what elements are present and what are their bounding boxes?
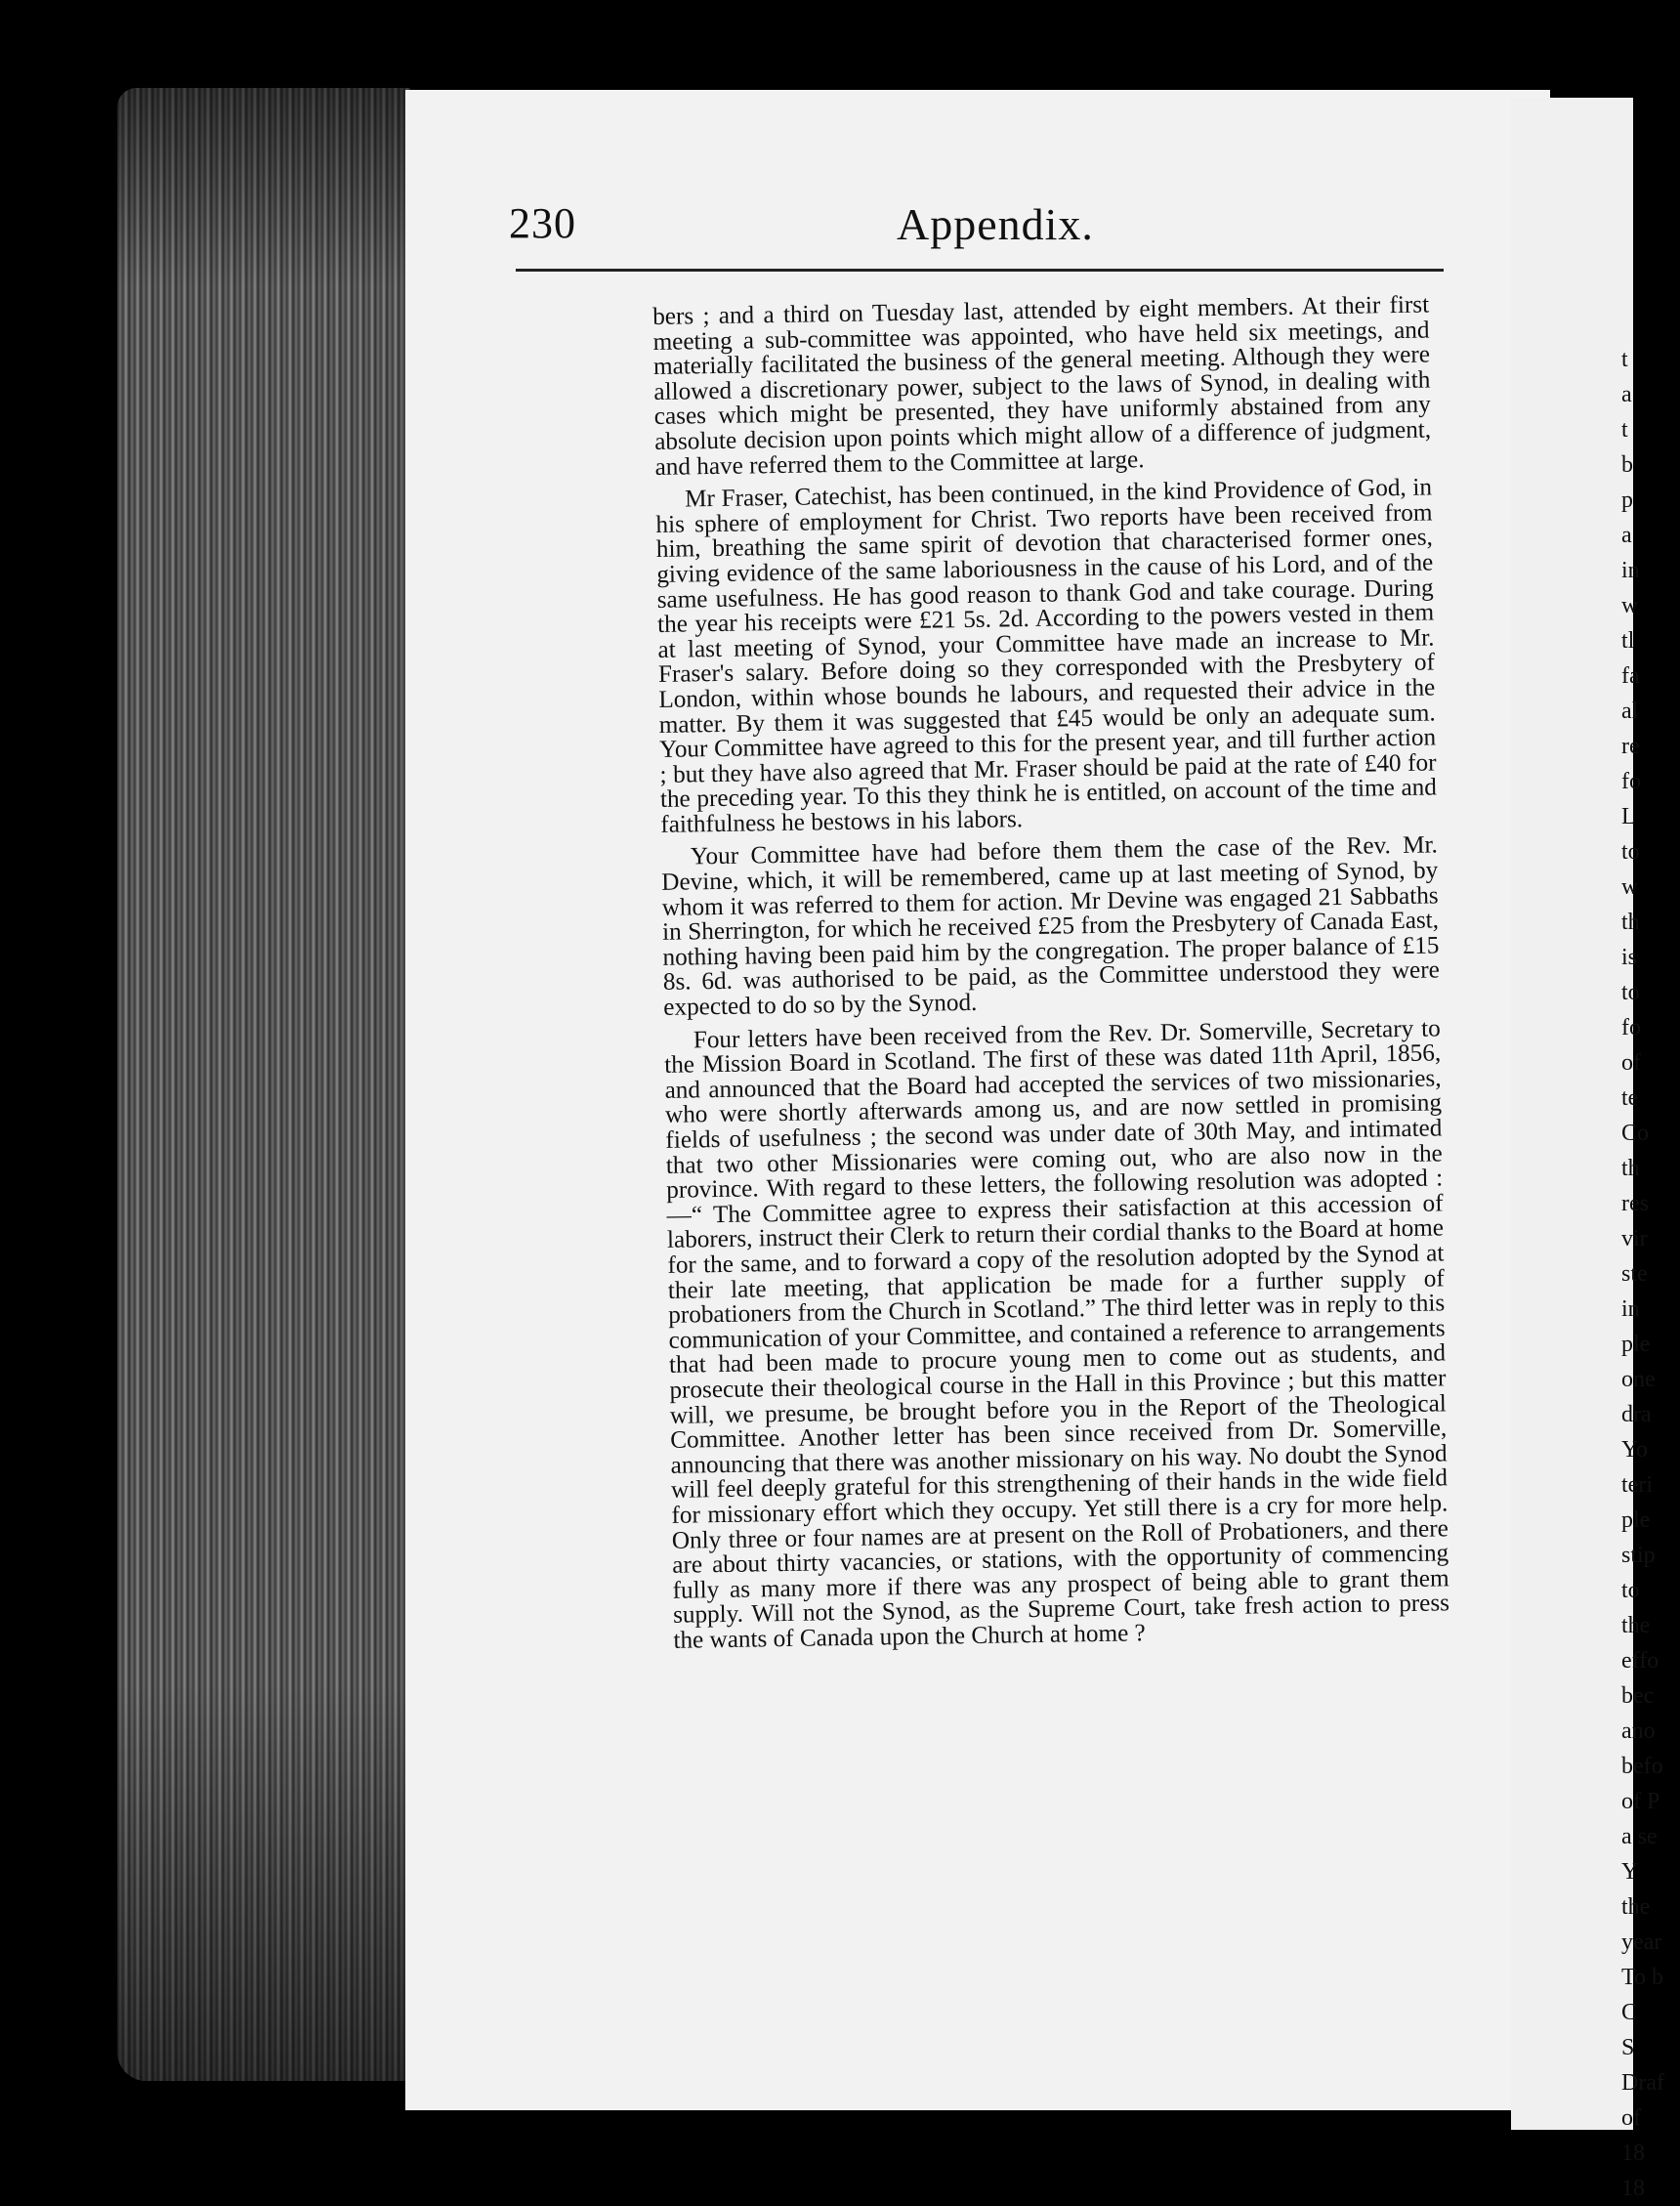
right-page-fragment: year (1621, 1930, 1662, 1955)
right-page-fragment: in (1621, 1296, 1640, 1322)
right-page-fragment: a (1621, 382, 1632, 407)
right-page-fragment: t (1621, 347, 1628, 372)
right-page-fragment: ano (1621, 1718, 1656, 1744)
right-page-fragment: C (1621, 2000, 1638, 2025)
right-page-fragment: 18 (1621, 2141, 1645, 2166)
page-number: 230 (509, 199, 576, 247)
right-page-fragment: res (1621, 1191, 1649, 1216)
right-page-fragment: stip (1621, 1543, 1656, 1568)
right-page-fragment: Co (1621, 1121, 1650, 1146)
paragraph: Four letters have been received from the Rev. Dr. Somerville, Secretary to the Mission Board in Scotland. The first of these was dated 11th April, 1856, and announced that the Board had accepted the services of two missionaries, who were shortly afterwards among us, and are now settled in promising fields of usefulness ; the second was under date of 30th May, and intimated that two other Missionaries were coming out, who are also now in the province. With regard to these letters, the following resolution was adopted :—“ The Committee agree to express their satisfaction at this accession of laborers, instruct their Clerk to return their cordial thanks to the Board at home for the same, and to forward a copy of the resolution adopted by the Synod at their late meeting, that application be made for a further supply of probationers from the Church in Scotland.” The third letter was in reply to this communication of your Committee, and contained a reference to arrangements that had been made to procure young men to come out as students, and prosecute their theological course in the Hall in this Province ; but this matter will, we presume, be brought before you in the Report of the Theological Committee. Another letter has been since received from Dr. Somerville, announcing that there was another missionary on his way. No doubt the Synod will feel deeply grateful for this strengthening of their hands in the wide field for missionary effort which they occupy. Yet still there is a cry for more help. Only three or four names are at present on the Roll of Probationers, and there are about thirty vacancies, or stations, with the opportunity of commencing fully as many more if there was any prospect of being able to grant them supply. Will not the Synod, as the Supreme Court, take fresh action to press the wants of Canada upon the Church at home ? (664, 1015, 1450, 1654)
right-page-fragment: in (1621, 558, 1640, 583)
running-title: Appendix. (897, 199, 1094, 249)
right-page-fragment: p (1621, 488, 1633, 513)
right-page-fragment: bec (1621, 1683, 1655, 1709)
right-page-fragment: S (1621, 2035, 1635, 2060)
right-page-fragment: To b (1621, 1965, 1663, 1990)
right-page-fragment: w (1621, 874, 1639, 900)
right-page-fragment: of (1621, 1050, 1641, 1076)
right-page-fragments (1621, 342, 1680, 2206)
page-right-edge (1511, 98, 1633, 2130)
right-page-fragment: to (1621, 980, 1640, 1005)
paragraph: bers ; and a third on Tuesday last, attended by eight members. At their first meeting a sub-committee was appointed, who have held six meetings, and materially facilitated the business of the general meeting. Although they were allowed a discretionary power, subject to the laws of Synod, in dealing with cases which might be presented, they have uniformly abstained from any absolute decision upon points which might allow of a difference of judgment, and have referred them to the Committee at large. (651, 291, 1432, 481)
right-page-fragment: 18 (1621, 2176, 1645, 2201)
right-page-fragment: of (1621, 2105, 1641, 2131)
right-page-fragment: a (1621, 523, 1632, 548)
right-page-fragment: dra (1621, 1402, 1652, 1427)
right-page-fragment: Draf (1621, 2070, 1664, 2096)
right-page-fragment: teri (1621, 1472, 1653, 1498)
right-page-fragment: of P (1621, 1789, 1660, 1814)
right-page-fragment: to (1621, 1578, 1640, 1603)
right-page-fragment: Yo (1621, 1437, 1648, 1463)
header-rule (516, 269, 1444, 272)
right-page-fragment: one (1621, 1367, 1656, 1392)
right-page-fragment: ple (1621, 1332, 1651, 1357)
right-page-fragment: the (1621, 1894, 1651, 1920)
right-page-fragment: th (1621, 910, 1640, 935)
right-page-fragment: re (1621, 734, 1640, 759)
right-page-fragment: is (1621, 945, 1638, 970)
right-page-fragment: fo (1621, 769, 1641, 794)
right-page-fragment: ple (1621, 1507, 1651, 1533)
right-page-fragment: a se (1621, 1824, 1658, 1849)
right-page-fragment: befo (1621, 1754, 1663, 1779)
right-page-fragment: w (1621, 593, 1639, 618)
right-page-fragment: fa (1621, 663, 1640, 689)
right-page-fragment: Y (1621, 1859, 1639, 1885)
right-page-fragment: the (1621, 1613, 1651, 1638)
right-page-fragment: b (1621, 452, 1633, 478)
right-page-fragment: al (1621, 699, 1639, 724)
right-page-fragment: t (1621, 417, 1628, 443)
paragraph: Your Committee have had before them them the case of the Rev. Mr. Devine, which, it will be remembered, came up at last meeting of Synod, by whom it was referred to them for action. Mr Devine was engaged 21 Sabbaths in Sherrington, for which he received £25 from the Presbytery of Canada East, nothing having been paid him by the congregation. The proper balance of £15 8s. 6d. was authorised to be paid, as the Committee understood they were expected to do so by the Synod. (661, 831, 1441, 1021)
paragraph: Mr Fraser, Catechist, has been continued, in the kind Providence of God, in his sphere of employment for Christ. Two reports have been received from him, breathing the same spirit of devotion that characterised former ones, giving evidence of the same laboriousness in the cause of his Lord, and of the same usefulness. He has good reason to thank God and take courage. During the year his receipts were £21 5s. 2d. According to the powers vested in them at last meeting of Synod, your Committee have made an increase to Mr. Fraser's salary. Before doing so they corresponded with the Presbytery of London, within whose bounds he labours, and requested their advice in the matter. By them it was suggested that £45 would be only an adequate sum. Your Committee have agreed to this for the present year, and till further action ; but they have also agreed that Mr. Fraser should be paid at the rate of £40 for the preceding year. To this they think he is entitled, on account of the time and faithfulness he bestows in his labors. (655, 474, 1438, 838)
body-text (652, 293, 1450, 1662)
right-page-fragment: effo (1621, 1648, 1659, 1674)
right-page-fragment: to (1621, 839, 1640, 865)
right-page-fragment: tl (1621, 628, 1635, 654)
book-edge-shadow (117, 88, 410, 2081)
right-page-fragment: ste (1621, 1261, 1648, 1287)
right-page-fragment: fo (1621, 1015, 1641, 1040)
right-page-fragment: vir (1621, 1226, 1648, 1251)
right-page-fragment: te (1621, 1085, 1639, 1111)
right-page-fragment: th (1621, 1156, 1640, 1181)
right-page-fragment: L (1621, 804, 1636, 829)
